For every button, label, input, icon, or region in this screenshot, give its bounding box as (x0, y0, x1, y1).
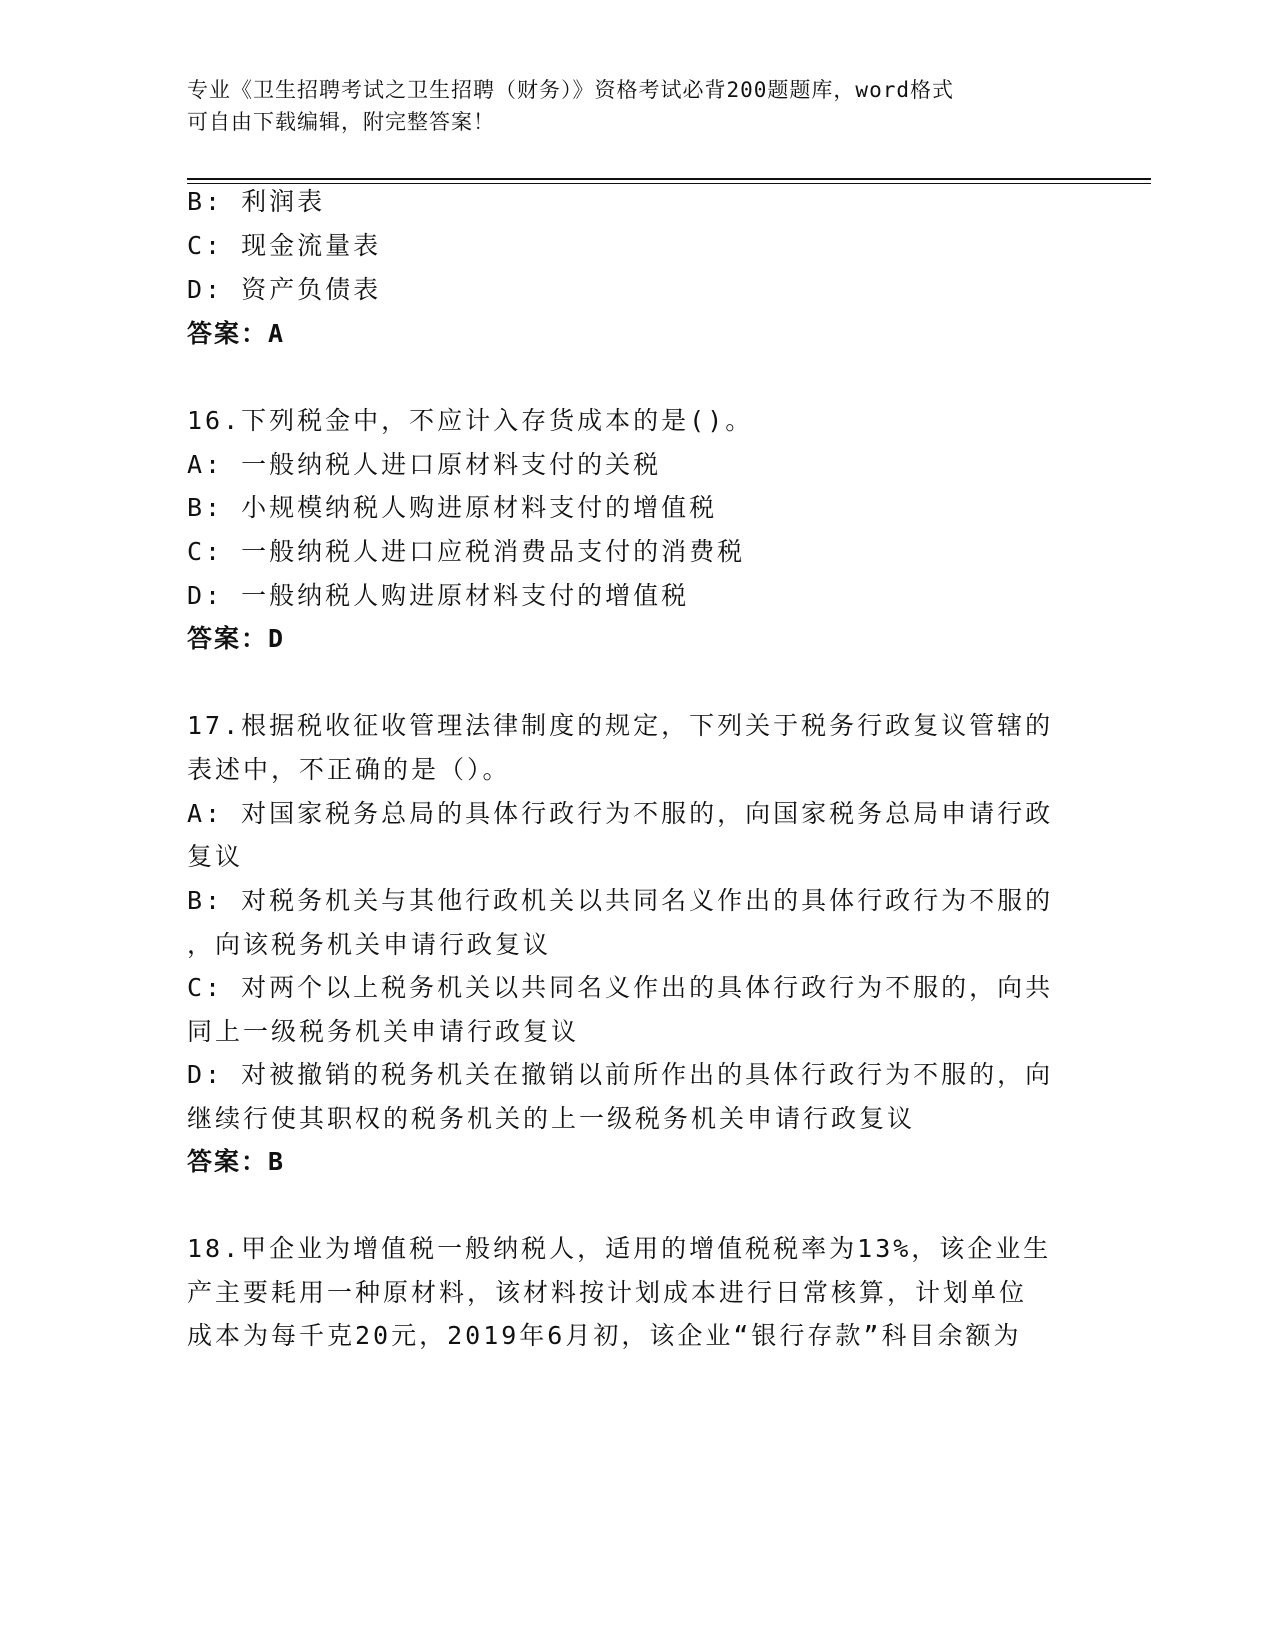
q17-option-b-line-2: ，向该税务机关申请行政复议 (187, 930, 552, 959)
q17-option-c-line-2: 同上一级税务机关申请行政复议 (187, 1017, 580, 1046)
q17-option-c-line-1: C: 对两个以上税务机关以共同名义作出的具体行政行为不服的，向共 (187, 973, 1054, 1002)
header-divider-thin (187, 183, 1151, 184)
q17-stem-line-2: 表述中，不正确的是（）。 (187, 755, 511, 784)
q15-option-c: C: 现金流量表 (187, 231, 382, 260)
q17-option-d-line-1: D: 对被撤销的税务机关在撤销以前所作出的具体行政行为不服的，向 (187, 1060, 1054, 1089)
q15-answer: 答案：A (187, 319, 286, 348)
q18-stem-line-1: 18.甲企业为增值税一般纳税人，适用的增值税税率为13%，该企业生 (187, 1234, 1052, 1263)
header-title-line-2: 可自由下载编辑，附完整答案！ (187, 110, 495, 134)
header-title-line-1: 专业《卫生招聘考试之卫生招聘（财务）》资格考试必背200题题库，word格式 (187, 78, 954, 102)
q17-option-a-line-1: A: 对国家税务总局的具体行政行为不服的，向国家税务总局申请行政 (187, 799, 1054, 828)
q17-stem-line-1: 17.根据税收征收管理法律制度的规定，下列关于税务行政复议管辖的 (187, 711, 1054, 740)
header-divider-thick (187, 178, 1151, 180)
q16-option-b: B: 小规模纳税人购进原材料支付的增值税 (187, 493, 718, 522)
q17-answer: 答案：B (187, 1147, 286, 1176)
q15-option-d: D: 资产负债表 (187, 275, 382, 304)
q16-option-a: A: 一般纳税人进口原材料支付的关税 (187, 450, 662, 479)
q18-stem-line-3: 成本为每千克20元，2019年6月初，该企业“银行存款”科目余额为 (187, 1321, 1022, 1350)
q17-option-b-line-1: B: 对税务机关与其他行政机关以共同名义作出的具体行政行为不服的 (187, 886, 1054, 915)
q16-option-d: D: 一般纳税人购进原材料支付的增值税 (187, 581, 690, 610)
q16-answer: 答案：D (187, 624, 286, 653)
q15-option-b: B: 利润表 (187, 187, 326, 216)
q18-stem-line-2: 产主要耗用一种原材料，该材料按计划成本进行日常核算，计划单位 (187, 1278, 1028, 1307)
q17-option-d-line-2: 继续行使其职权的税务机关的上一级税务机关申请行政复议 (187, 1104, 916, 1133)
q16-option-c: C: 一般纳税人进口应税消费品支付的消费税 (187, 537, 746, 566)
q17-option-a-line-2: 复议 (187, 842, 244, 871)
document-header (187, 74, 1067, 138)
q16-stem: 16.下列税金中，不应计入存货成本的是()。 (187, 406, 754, 435)
